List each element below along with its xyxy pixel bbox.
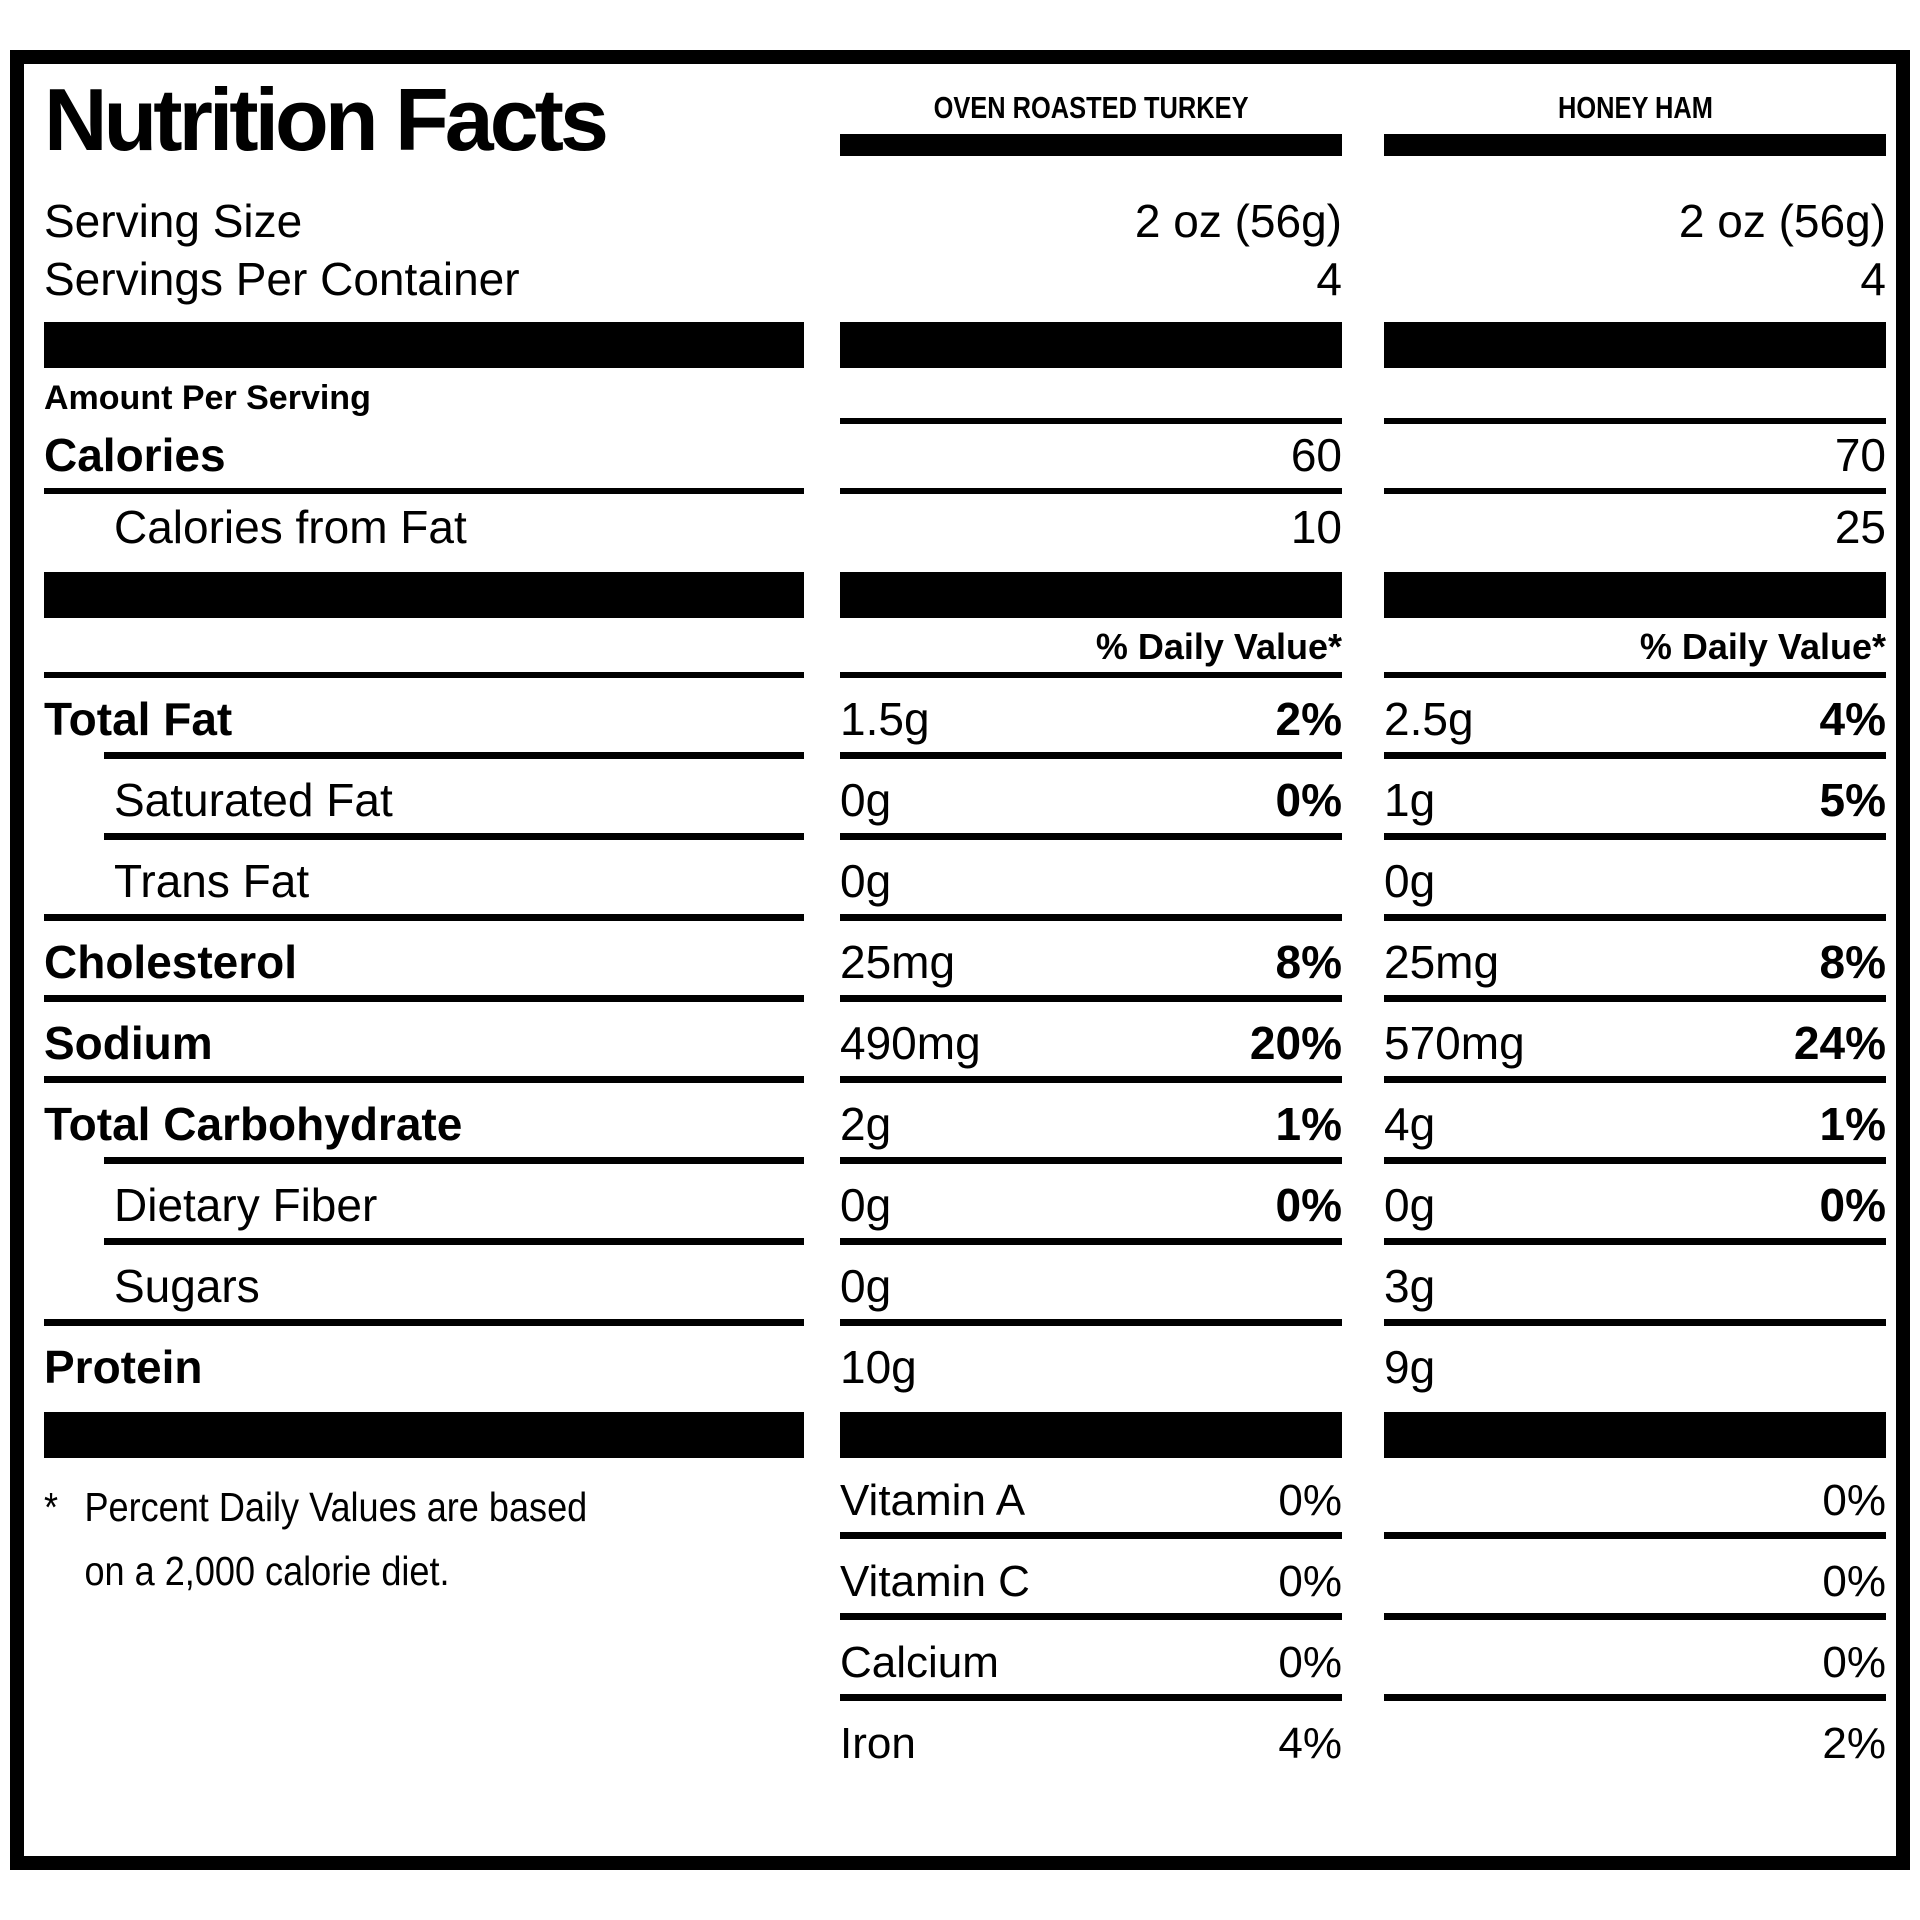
amount: 25mg — [1384, 936, 1500, 988]
serving-size-ham: 2 oz (56g) — [1678, 195, 1886, 247]
separator-row — [44, 1076, 1886, 1083]
amount-per-serving-label: Amount Per Serving — [44, 379, 371, 417]
rule-segment — [840, 1076, 1342, 1083]
amount: 0g — [840, 855, 892, 907]
nutrient-row-protein — [44, 1326, 1886, 1400]
vitamin-value: 0% — [1822, 1476, 1886, 1525]
nutrient-values-ham — [1384, 692, 1886, 752]
nutrient-values-turkey — [840, 935, 1342, 995]
footnote-line-1: Percent Daily Values are based — [84, 1484, 588, 1530]
rule-segment — [840, 1613, 1342, 1620]
nutrient-row-saturated-fat — [44, 759, 1886, 833]
amount: 0g — [1384, 855, 1436, 907]
amount: 0g — [840, 1260, 892, 1312]
column-title-ham: HONEY HAM — [1557, 90, 1713, 125]
rule-segment — [104, 1238, 804, 1245]
vitamin-value: 0% — [1278, 1557, 1342, 1606]
column-header-ham — [1384, 74, 1886, 156]
header-row — [44, 70, 1886, 190]
rule-segment — [104, 752, 804, 759]
divider-bar — [840, 1412, 1342, 1458]
rule-segment — [44, 914, 804, 921]
footnote-cell — [44, 1458, 804, 1603]
vitamin-turkey — [840, 1701, 1342, 1775]
amount: 2.5g — [1384, 693, 1474, 745]
nutrient-values-turkey — [840, 1259, 1342, 1319]
rule-segment — [104, 833, 804, 840]
daily-value: 8% — [1275, 936, 1342, 988]
footnote — [44, 1458, 713, 1603]
calories-turkey: 60 — [840, 428, 1342, 494]
vitamin-turkey — [840, 1620, 1342, 1694]
divider-bar — [840, 572, 1342, 618]
vitamin-value: 0% — [1278, 1638, 1342, 1687]
separator-row — [44, 1319, 1886, 1326]
nutrient-values-ham — [1384, 1259, 1886, 1319]
vitamin-value: 2% — [1822, 1719, 1886, 1768]
rule-segment — [44, 1076, 804, 1083]
footnote-text — [84, 1476, 587, 1603]
nutrient-values-turkey — [840, 1340, 1342, 1400]
rule-segment — [44, 1319, 804, 1326]
rule-segment — [1384, 752, 1886, 759]
servings-per-container-label: Servings Per Container — [44, 253, 520, 305]
amount-per-serving-row — [44, 368, 1886, 424]
amount: 490mg — [840, 1017, 981, 1069]
daily-value: 8% — [1819, 936, 1886, 988]
nutrient-values-ham — [1384, 1016, 1886, 1076]
nutrient-values-ham — [1384, 773, 1886, 833]
divider-bar — [840, 322, 1342, 368]
nutrient-row-sugars — [44, 1245, 1886, 1319]
vitamin-label: Calcium — [840, 1638, 999, 1687]
divider-bar — [44, 322, 804, 368]
vitamin-label: Iron — [840, 1719, 916, 1768]
vitamin-ham — [1384, 1458, 1886, 1532]
calories-ham: 70 — [1384, 428, 1886, 494]
rule-segment — [1384, 1613, 1886, 1620]
nutrient-label: Protein — [44, 1341, 203, 1393]
amount: 4g — [1384, 1098, 1436, 1150]
vitamin-turkey — [840, 1458, 1342, 1532]
rule-segment — [840, 995, 1342, 1002]
rule-segment — [840, 1157, 1342, 1164]
separator-row — [804, 1532, 1886, 1539]
vitamin-row-c — [804, 1539, 1886, 1613]
amount: 0g — [1384, 1179, 1436, 1231]
spacer — [44, 306, 1886, 322]
vitamin-row-calcium — [804, 1620, 1886, 1694]
rule-segment — [1384, 1238, 1886, 1245]
column-title-turkey: OVEN ROASTED TURKEY — [933, 90, 1249, 125]
divider-bar — [1384, 1412, 1886, 1458]
nutrient-row-trans-fat — [44, 840, 1886, 914]
vitamin-value: 4% — [1278, 1719, 1342, 1768]
nutrient-row-cholesterol — [44, 921, 1886, 995]
column-header-turkey — [840, 74, 1342, 156]
nutrient-label: Sodium — [44, 1017, 213, 1069]
serving-size-label: Serving Size — [44, 195, 303, 247]
sep-label-cell — [44, 1238, 804, 1245]
daily-value: 5% — [1819, 774, 1886, 826]
amount: 1.5g — [840, 693, 930, 745]
nutrient-row-total-fat — [44, 678, 1886, 752]
separator-row — [44, 1238, 1886, 1245]
footnote-marker: * — [44, 1484, 59, 1530]
vitamins-section — [44, 1458, 1886, 1775]
nutrient-label: Saturated Fat — [114, 774, 393, 826]
daily-value-header-ham: % Daily Value* — [1384, 626, 1886, 678]
rule-segment — [1384, 1076, 1886, 1083]
separator-row — [44, 833, 1886, 840]
nutrient-row-dietary-fiber — [44, 1164, 1886, 1238]
rule-segment — [1384, 418, 1886, 424]
nutrient-label: Trans Fat — [114, 855, 310, 907]
rule-segment — [840, 833, 1342, 840]
nutrient-values-ham — [1384, 1178, 1886, 1238]
vitamin-label: Vitamin A — [840, 1476, 1026, 1525]
rule-segment — [840, 1532, 1342, 1539]
amount: 0g — [840, 1179, 892, 1231]
rule-segment — [1384, 1694, 1886, 1701]
sep-label-cell — [44, 752, 804, 759]
nutrient-label: Cholesterol — [44, 936, 298, 988]
nutrient-label: Total Carbohydrate — [44, 1098, 463, 1150]
daily-value: 0% — [1275, 1179, 1342, 1231]
rule-segment — [104, 1157, 804, 1164]
rule-segment — [1384, 1157, 1886, 1164]
vitamin-value: 0% — [1278, 1476, 1342, 1525]
daily-value-header-row — [44, 618, 1886, 678]
rule-segment — [1384, 1532, 1886, 1539]
amount: 3g — [1384, 1260, 1436, 1312]
serving-size-row — [44, 190, 1886, 248]
vitamin-row-a — [804, 1458, 1886, 1532]
title-cell — [44, 70, 804, 169]
calories-from-fat-turkey: 10 — [1290, 501, 1342, 553]
separator-row — [44, 752, 1886, 759]
serving-size-turkey: 2 oz (56g) — [1134, 195, 1342, 247]
daily-value: 24% — [1793, 1017, 1886, 1069]
divider-bar — [1384, 572, 1886, 618]
sep-label-cell — [44, 1157, 804, 1164]
rule-segment — [840, 1694, 1342, 1701]
sep-label-cell — [44, 833, 804, 840]
rule-segment — [840, 1319, 1342, 1326]
nutrient-row-sodium — [44, 1002, 1886, 1076]
nutrient-row-total-carbohydrate — [44, 1083, 1886, 1157]
vitamin-label: Vitamin C — [840, 1557, 1030, 1606]
amount: 9g — [1384, 1341, 1436, 1393]
nutrient-values-turkey — [840, 773, 1342, 833]
daily-value: 0% — [1275, 774, 1342, 826]
calories-from-fat-ham: 25 — [1834, 501, 1886, 553]
rule-segment — [1384, 914, 1886, 921]
vitamin-value: 0% — [1822, 1638, 1886, 1687]
vitamin-rows — [804, 1458, 1886, 1775]
separator-row — [804, 1613, 1886, 1620]
daily-value: 4% — [1819, 693, 1886, 745]
vitamin-row-iron — [804, 1701, 1886, 1775]
rule-segment — [840, 418, 1342, 424]
calories-row — [44, 424, 1886, 494]
daily-value-header-turkey: % Daily Value* — [840, 626, 1342, 678]
header-underline-bar — [840, 134, 1342, 156]
vitamin-ham — [1384, 1539, 1886, 1613]
nutrient-values-turkey — [840, 692, 1342, 752]
daily-value: 2% — [1275, 693, 1342, 745]
label-frame — [10, 50, 1910, 1870]
nutrient-values-ham — [1384, 935, 1886, 995]
vitamin-value: 0% — [1822, 1557, 1886, 1606]
nutrient-values-turkey — [840, 1097, 1342, 1157]
nutrient-values-ham — [1384, 1340, 1886, 1400]
amount: 570mg — [1384, 1017, 1525, 1069]
rule-segment — [840, 752, 1342, 759]
daily-value: 20% — [1249, 1017, 1342, 1069]
rule-segment — [1384, 833, 1886, 840]
separator-row — [804, 1694, 1886, 1701]
thick-divider-row — [44, 322, 1886, 368]
servings-count-turkey: 4 — [1316, 253, 1342, 305]
daily-value: 1% — [1819, 1098, 1886, 1150]
divider-bar — [44, 572, 804, 618]
nutrient-label: Total Fat — [44, 693, 233, 745]
servings-per-container-row — [44, 248, 1886, 306]
page-title: Nutrition Facts — [44, 70, 605, 169]
daily-value: 0% — [1819, 1179, 1886, 1231]
footnote-line-2: on a 2,000 calorie diet. — [84, 1547, 450, 1594]
rule-segment — [44, 995, 804, 1002]
servings-count-ham: 4 — [1860, 253, 1886, 305]
separator-row — [44, 995, 1886, 1002]
rule-segment — [840, 914, 1342, 921]
rule-segment — [44, 672, 804, 678]
rule-segment — [840, 1238, 1342, 1245]
nutrient-values-ham — [1384, 854, 1886, 914]
header-underline-bar — [1384, 134, 1886, 156]
divider-bar — [1384, 322, 1886, 368]
divider-bar — [44, 1412, 804, 1458]
rule-segment — [1384, 995, 1886, 1002]
thick-divider-row — [44, 1412, 1886, 1458]
nutrient-values-turkey — [840, 1016, 1342, 1076]
nutrient-label: Sugars — [114, 1260, 260, 1312]
separator-row — [44, 1157, 1886, 1164]
calories-from-fat-row — [44, 494, 1886, 560]
rule-segment — [1384, 1319, 1886, 1326]
amount: 2g — [840, 1098, 892, 1150]
vitamin-ham — [1384, 1620, 1886, 1694]
nutrient-values-ham — [1384, 1097, 1886, 1157]
nutrient-label: Dietary Fiber — [114, 1179, 378, 1231]
daily-value: 1% — [1275, 1098, 1342, 1150]
amount: 10g — [840, 1341, 917, 1393]
amount: 0g — [840, 774, 892, 826]
vitamin-turkey — [840, 1539, 1342, 1613]
thick-divider-row — [44, 572, 1886, 618]
calories-from-fat-label: Calories from Fat — [114, 501, 467, 553]
amount: 25mg — [840, 936, 956, 988]
separator-row — [44, 914, 1886, 921]
nutrient-values-turkey — [840, 1178, 1342, 1238]
vitamin-ham — [1384, 1701, 1886, 1775]
nutrient-values-turkey — [840, 854, 1342, 914]
calories-label: Calories — [44, 428, 804, 494]
amount: 1g — [1384, 774, 1436, 826]
